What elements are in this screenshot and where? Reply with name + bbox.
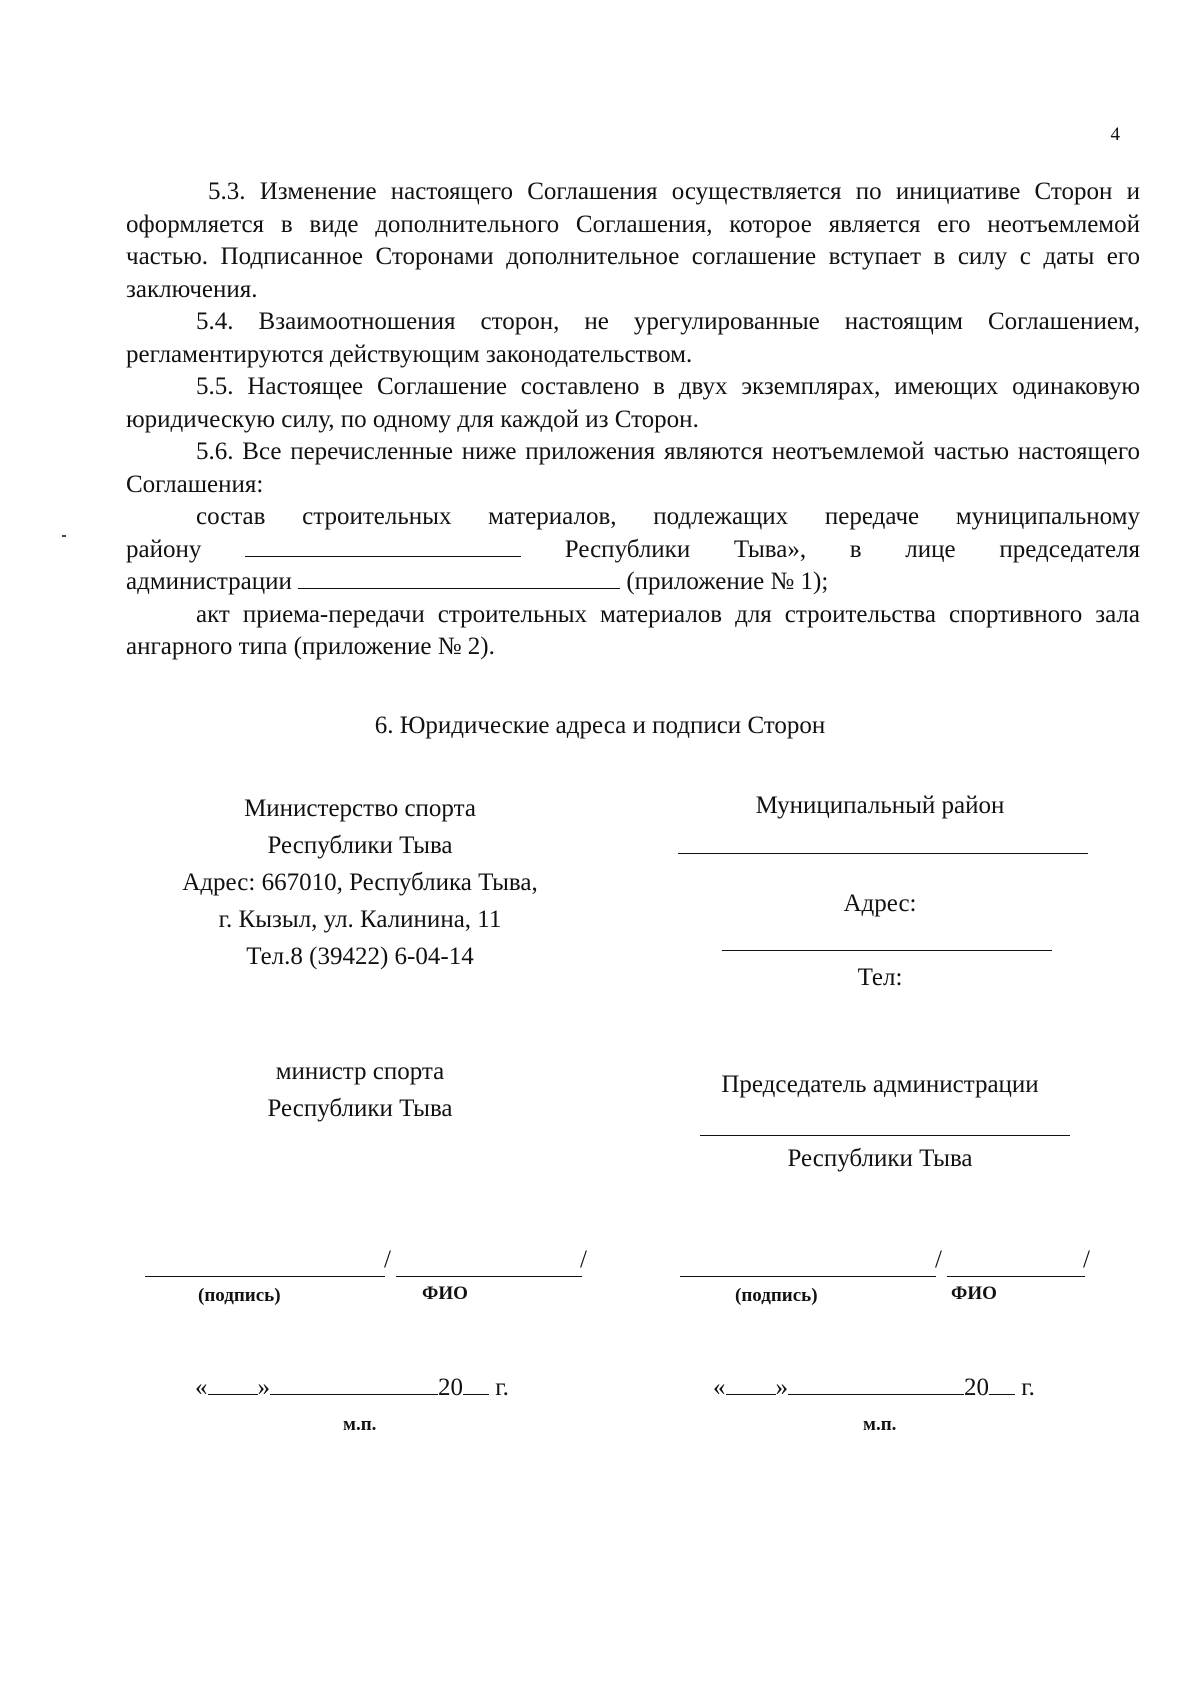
left-date-month-blank	[270, 1372, 438, 1395]
district-name-blank	[245, 534, 521, 557]
left-party-name-1: Министерство спорта	[244, 795, 476, 822]
annex-1-ref: (приложение № 1);	[626, 568, 829, 595]
left-fio-label: ФИО	[422, 1283, 468, 1304]
left-fio-line	[396, 1276, 582, 1277]
annex-1-admin-word: администрации	[126, 568, 292, 595]
section-6-title: 6. Юридические адреса и подписи Сторон	[374, 712, 826, 739]
right-signer-title-1: Председатель администрации	[721, 1071, 1039, 1098]
annex-1-district-word: району	[126, 535, 202, 563]
left-date	[195, 1372, 509, 1402]
right-date-day-blank	[726, 1372, 776, 1395]
left-date-year-suffix: г.	[495, 1374, 509, 1401]
left-signature-slash-1: /	[384, 1246, 391, 1273]
left-sign-label: (подпись)	[198, 1285, 281, 1306]
left-date-open-quote: «	[195, 1374, 208, 1401]
left-party-block	[130, 790, 590, 975]
right-sign-label: (подпись)	[735, 1285, 818, 1306]
left-date-day-blank	[208, 1372, 258, 1395]
right-signature-line	[680, 1276, 936, 1277]
right-date-year-blank	[989, 1372, 1015, 1395]
left-signature-line	[145, 1276, 385, 1277]
left-party-phone: Тел.8 (39422) 6-04-14	[246, 943, 474, 970]
clause-5-5: 5.5. Настоящее Соглашение составлено в двух экземплярах, имеющих одинаковую юридическую силу, по одному для каждой из Сторон.	[126, 373, 1140, 433]
annex-1-line-3	[126, 566, 1140, 599]
right-date-year-suffix: г.	[1021, 1374, 1035, 1401]
left-signer-block	[130, 1053, 590, 1127]
left-date-year-blank	[463, 1372, 489, 1395]
clause-5-3: 5.3. Изменение настоящего Соглашения осуществляется по инициативе Сторон и оформляется в виде дополнительного Соглашения, которое является его неотъемлемой частью. Подписанное Сторонами дополнительное соглашение вступает в силу с даты его заключения.	[126, 178, 1140, 303]
clause-5-6: 5.6. Все перечисленные ниже приложения являются неотъемлемой частью настоящего Соглашения:	[126, 438, 1140, 498]
left-party-address-1: Адрес: 667010, Республика Тыва,	[182, 869, 538, 896]
annex-1-line-1: состав строительных материалов, подлежащих передаче муниципальному	[196, 503, 1140, 530]
right-party-name-blank	[678, 853, 1088, 854]
right-party-address-blank	[722, 950, 1052, 951]
right-signature-slash-2: /	[1083, 1246, 1090, 1273]
right-party-phone-label: Тел:	[857, 964, 903, 991]
right-date-close-quote: »	[775, 1374, 788, 1401]
right-date-year-prefix: 20	[964, 1374, 989, 1401]
right-stamp-label: м.п.	[863, 1414, 897, 1435]
left-signer-title-2: Республики Тыва	[267, 1095, 453, 1122]
right-date-month-blank	[788, 1372, 964, 1395]
right-signer-title-2: Республики Тыва	[787, 1145, 973, 1172]
left-signature-slash-2: /	[580, 1246, 587, 1273]
annex-1-line-2	[126, 534, 1140, 567]
right-party-name: Муниципальный район	[755, 792, 1005, 819]
left-signer-title-1: министр спорта	[275, 1058, 445, 1085]
scan-speck	[62, 535, 66, 537]
annex-1-republic-text: Республики Тыва», в лице председателя	[564, 535, 1141, 563]
right-fio-label: ФИО	[951, 1283, 997, 1304]
right-date	[713, 1372, 1035, 1402]
right-party-address-label: Адрес:	[843, 890, 917, 917]
left-date-year-prefix: 20	[438, 1374, 463, 1401]
agreement-body	[126, 176, 1140, 664]
page-number: 4	[1110, 124, 1120, 145]
right-date-open-quote: «	[713, 1374, 726, 1401]
annex-2: акт приема-передачи строительных материалов для строительства спортивного зала ангарного типа (приложение № 2).	[126, 600, 1140, 660]
right-fio-line	[947, 1276, 1085, 1277]
right-signer-blank	[700, 1135, 1070, 1136]
left-stamp-label: м.п.	[343, 1414, 377, 1435]
left-date-close-quote: »	[257, 1374, 270, 1401]
right-signature-slash-1: /	[935, 1246, 942, 1273]
left-party-address-2: г. Кызыл, ул. Калинина, 11	[218, 906, 502, 933]
admin-name-blank	[298, 566, 620, 589]
clause-5-4: 5.4. Взаимоотношения сторон, не урегулированные настоящим Соглашением, регламентируются действующим законодательством.	[126, 308, 1140, 368]
left-party-name-2: Республики Тыва	[267, 832, 453, 859]
